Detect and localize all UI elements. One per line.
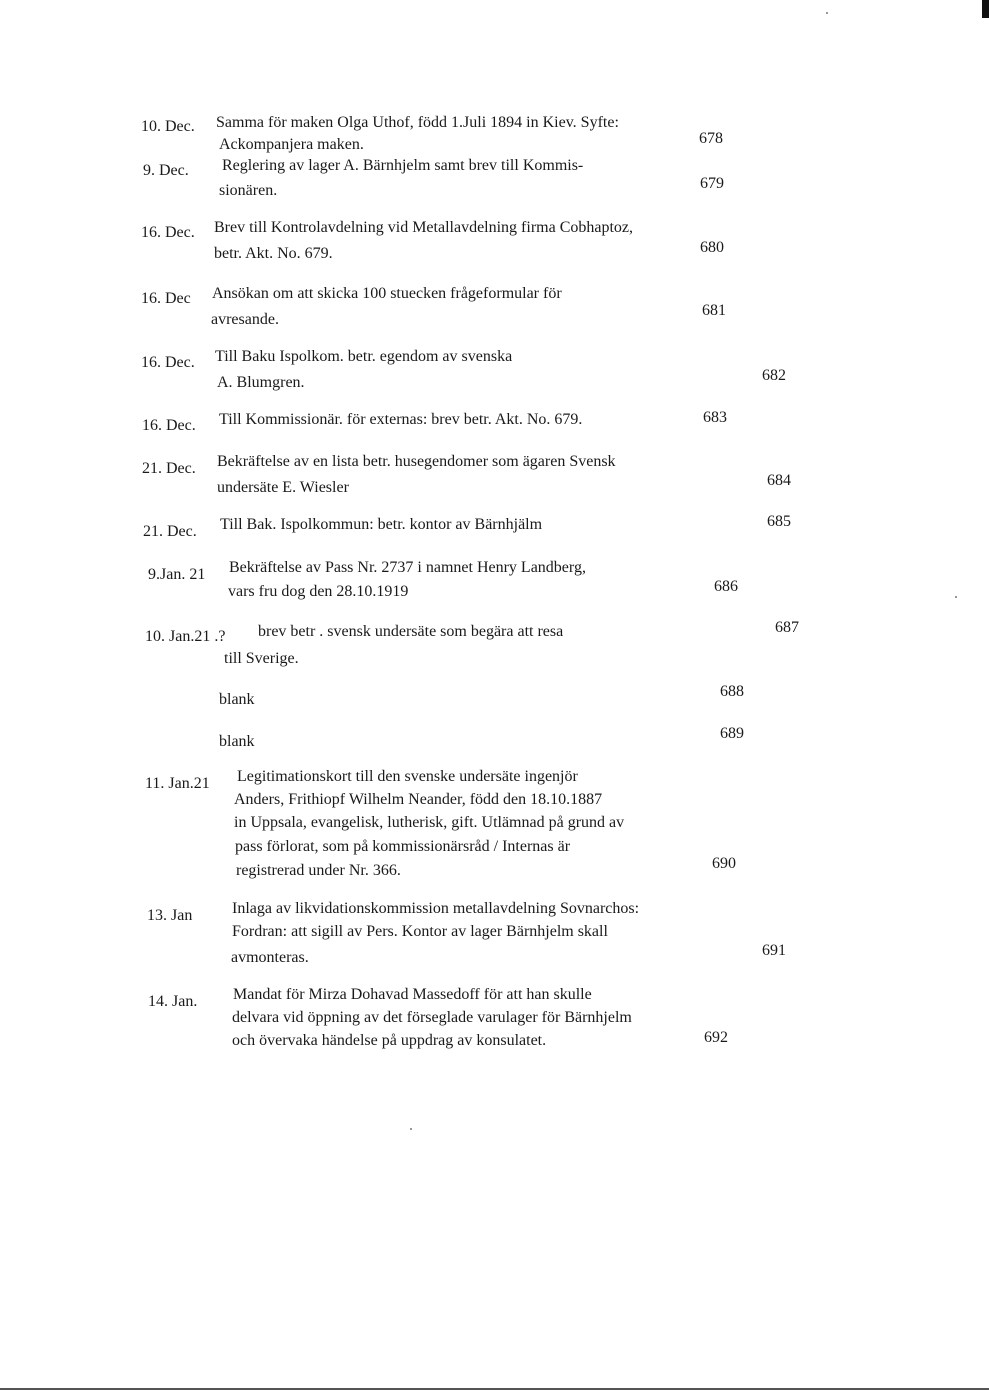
entry-text-line: sionären. — [219, 182, 278, 199]
entry-text-line: Ansökan om att skicka 100 stuecken frågeformular för — [212, 285, 562, 302]
entry-date: 10. Jan.21 .? — [145, 628, 226, 645]
entry-text-line: in Uppsala, evangelisk, lutherisk, gift. Utlämnad på grund av — [234, 814, 625, 831]
scan-speck — [955, 596, 957, 598]
entry-number: 687 — [775, 619, 799, 636]
entry-date: 9.Jan. 21 — [148, 566, 206, 583]
entry-number: 684 — [767, 472, 791, 489]
entry-text-line: Till Bak. Ispolkommun: betr. kontor av Bärnhjälm — [220, 516, 543, 533]
entry-number: 682 — [762, 367, 786, 384]
entry-text-line: Till Baku Ispolkom. betr. egendom av svenska — [215, 348, 513, 365]
entry-number: 692 — [704, 1029, 728, 1046]
entry-text-line: Samma för maken Olga Uthof, född 1.Juli 1894 in Kiev. Syfte: — [216, 114, 619, 131]
scan-bottom-edge — [0, 1388, 989, 1390]
entry-date: 10. Dec. — [141, 118, 195, 135]
entry-number: 681 — [702, 302, 726, 319]
entry-text-line: Fordran: att sigill av Pers. Kontor av lager Bärnhjelm skall — [232, 923, 608, 940]
entry-text-line: avresande. — [211, 311, 279, 328]
entry-text-line: Legitimationskort till den svenske undersäte ingenjör — [237, 768, 578, 785]
entry-text-line: A. Blumgren. — [217, 374, 305, 391]
scan-speck — [410, 1128, 412, 1130]
entry-date: 16. Dec. — [141, 354, 195, 371]
entry-date: 14. Jan. — [148, 993, 198, 1010]
entry-number: 683 — [703, 409, 727, 426]
entry-date: 21. Dec. — [143, 523, 197, 540]
entry-number: 678 — [699, 130, 723, 147]
entry-text-line: undersäte E. Wiesler — [217, 479, 349, 496]
entry-text-line: avmonteras. — [231, 949, 309, 966]
entry-text-line: Anders, Frithiopf Wilhelm Neander, född den 18.10.1887 — [234, 791, 603, 808]
entry-text-line: Till Kommissionär. för externas: brev betr. Akt. No. 679. — [219, 411, 583, 428]
entry-text-line: Ackompanjera maken. — [219, 136, 364, 153]
entry-text-line: Brev till Kontrolavdelning vid Metallavdelning firma Cobhaptoz, — [214, 219, 634, 236]
entry-text-line: blank — [219, 733, 255, 750]
entry-number: 688 — [720, 683, 744, 700]
entry-text-line: brev betr . svensk undersäte som begära att resa — [258, 623, 564, 640]
entry-text-line: pass förlorat, som på kommissionärsråd / Internas är — [235, 838, 571, 855]
entry-text-line: delvara vid öppning av det förseglade varulager för Bärnhjelm — [232, 1009, 632, 1026]
top-right-scan-mark — [982, 0, 989, 18]
entry-text-line: Inlaga av likvidationskommission metallavdelning Sovnarchos: — [232, 900, 640, 917]
entry-date: 16. Dec — [141, 290, 191, 307]
entry-number: 689 — [720, 725, 744, 742]
entry-number: 679 — [700, 175, 724, 192]
entry-text-line: registrerad under Nr. 366. — [236, 862, 401, 879]
entry-date: 16. Dec. — [141, 224, 195, 241]
entry-number: 691 — [762, 942, 786, 959]
entry-text-line: vars fru dog den 28.10.1919 — [228, 583, 409, 600]
entry-date: 9. Dec. — [143, 162, 189, 179]
entry-text-line: till Sverige. — [224, 650, 299, 667]
scan-speck — [826, 12, 828, 14]
entry-text-line: betr. Akt. No. 679. — [214, 245, 333, 262]
entry-date: 11. Jan.21 — [145, 775, 210, 792]
entry-date: 16. Dec. — [142, 417, 196, 434]
entry-text-line: och övervaka händelse på uppdrag av konsulatet. — [232, 1032, 547, 1049]
entry-text-line: blank — [219, 691, 255, 708]
entry-number: 685 — [767, 513, 791, 530]
entry-text-line: Bekräftelse av en lista betr. husegendomer som ägaren Svensk — [217, 453, 616, 470]
entry-text-line: Bekräftelse av Pass Nr. 2737 i namnet Henry Landberg, — [229, 559, 586, 576]
entry-text-line: Reglering av lager A. Bärnhjelm samt brev till Kommis- — [222, 157, 584, 174]
entry-number: 680 — [700, 239, 724, 256]
entry-number: 686 — [714, 578, 738, 595]
entry-number: 690 — [712, 855, 736, 872]
entry-text-line: Mandat för Mirza Dohavad Massedoff för att han skulle — [233, 986, 592, 1003]
entry-date: 13. Jan — [147, 907, 193, 924]
entry-date: 21. Dec. — [142, 460, 196, 477]
